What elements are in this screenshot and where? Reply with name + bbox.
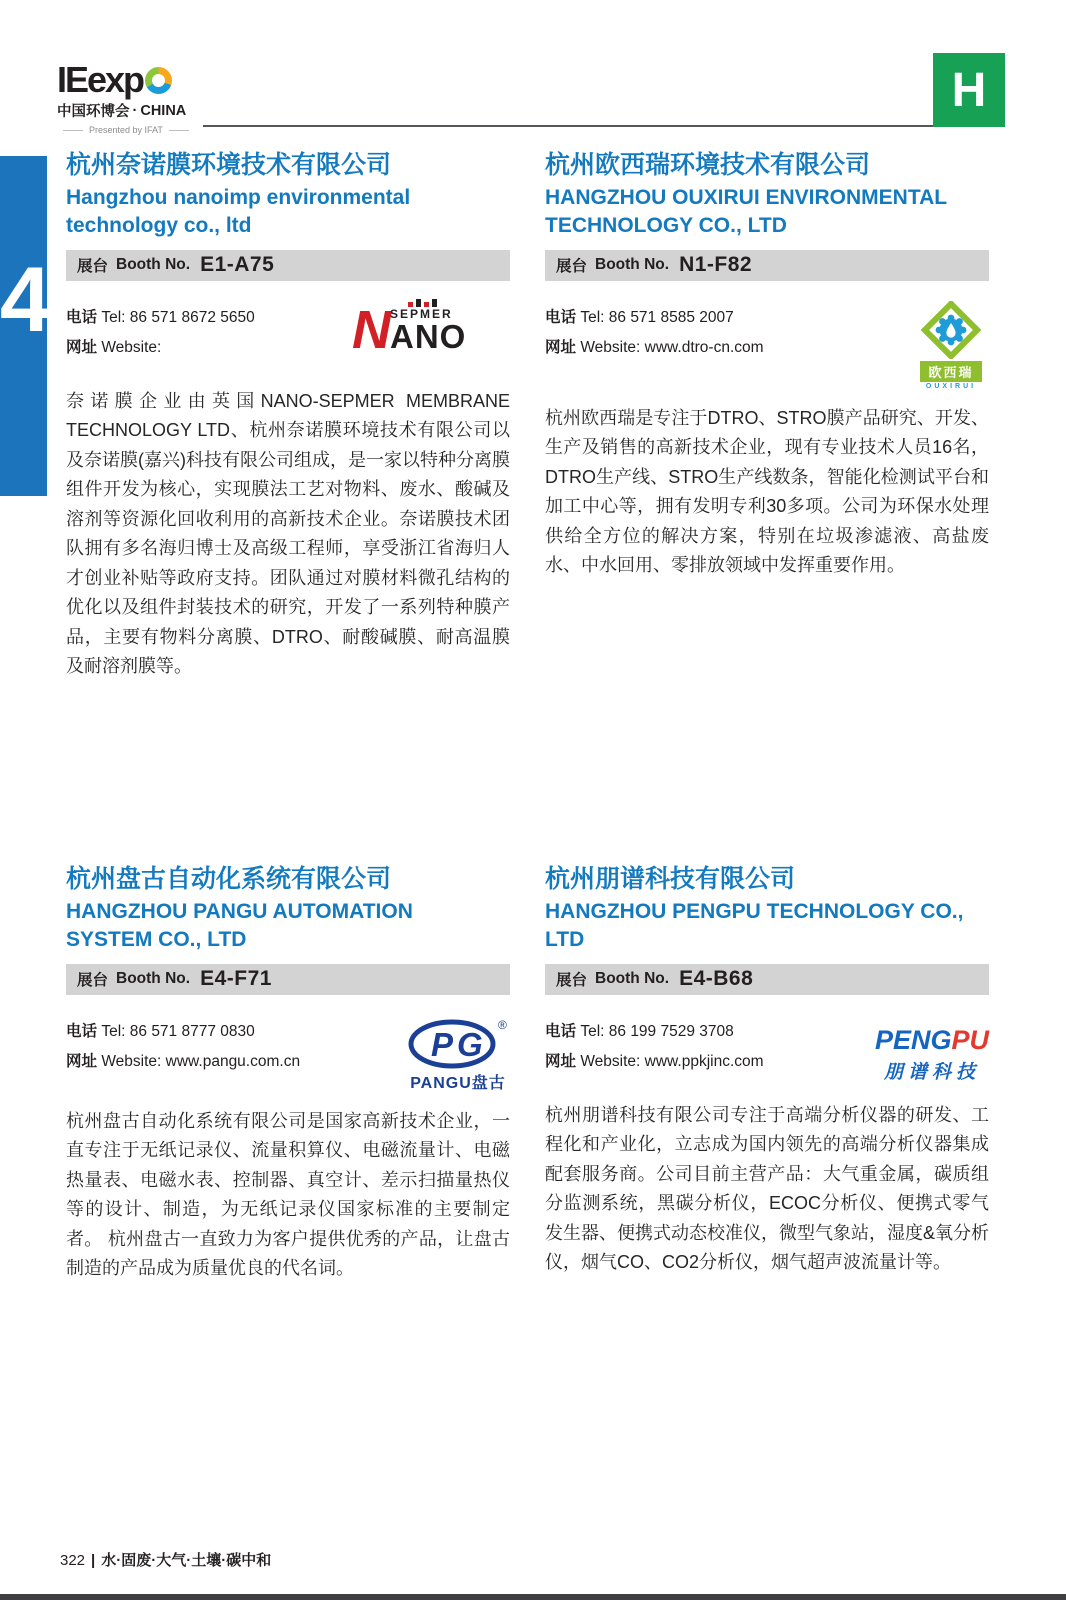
website-value: www.pangu.com.cn: [165, 1052, 301, 1070]
footer-categories: 水·固废·大气·土壤·碳中和: [101, 1552, 272, 1569]
tel-label-cn: 电话: [66, 1022, 98, 1040]
tel-row: [545, 305, 764, 327]
booth-label-en: Booth No.: [595, 970, 670, 988]
tel-label-cn: 电话: [545, 1022, 577, 1040]
booth-bar: [545, 250, 989, 281]
page-bottom-rule: [0, 1594, 1066, 1600]
ouxirui-logo: [913, 301, 989, 390]
ieexpo-presented-by: [57, 125, 189, 135]
tel-label-en: Tel:: [101, 1022, 126, 1040]
website-row: [545, 335, 764, 357]
booth-label-en: Booth No.: [116, 256, 191, 274]
booth-bar: [66, 964, 510, 995]
tel-label-en: Tel:: [580, 1022, 605, 1040]
dash-right: [169, 130, 189, 131]
pangu-logo: [406, 1017, 510, 1093]
booth-label-cn: 展台: [77, 972, 109, 990]
ieexpo-china-text: CHINA: [140, 102, 187, 119]
web-label-cn: 网址: [66, 1052, 98, 1070]
company-name-en: Hangzhou nanoimp environmental technology co., ltd: [66, 186, 411, 237]
nano-logo-dots: [408, 299, 437, 307]
web-label-en: Website:: [580, 338, 641, 356]
pangu-ellipse-icon: [406, 1017, 510, 1069]
tel-row: [66, 305, 255, 327]
contact-block: [66, 300, 510, 373]
website-row: [66, 1049, 300, 1071]
footer-page-number: 322: [60, 1552, 86, 1569]
section-letter-badge: H: [933, 53, 1005, 127]
page-footer: [60, 1549, 271, 1570]
footer-separator: |: [91, 1552, 96, 1569]
company-card-pangu: [66, 864, 510, 1284]
booth-label-cn: 展台: [556, 972, 588, 990]
ieexpo-cn-text: 中国环博会: [57, 104, 130, 120]
company-name-cn: 杭州欧西瑞环境技术有限公司: [545, 151, 871, 179]
company-name-en: HANGZHOU OUXIRUI ENVIRONMENTAL TECHNOLOGY CO., LTD: [545, 186, 947, 237]
web-label-cn: 网址: [545, 1052, 577, 1070]
company-name-en: HANGZHOU PANGU AUTOMATION SYSTEM CO., LTD: [66, 900, 413, 951]
web-label-en: Website:: [580, 1052, 641, 1070]
pengpu-logo-caption: 朋谱科技: [883, 1061, 980, 1083]
website-row: [545, 1049, 764, 1071]
ieexpo-logo-text: IEexp: [57, 59, 144, 100]
company-description: 奈诺膜企业由英国NANO-SEPMER MEMBRANE TECHNOLOGY LTD、杭州奈诺膜环境技术有限公司以及奈诺膜(嘉兴)科技有限公司组成，是一家以特种分离膜组件开发为核心，实现膜法工艺对物料、废水、酸碱及溶剂等资源化回收利用的高新技术企业。奈诺膜技术团队拥有多名海归博士及高级工程师，享受浙江省海归人才创业补贴等政府支持。团队通过对膜材料微孔结构的优化以及组件封装技术的研究，开发了一系列特种膜产品，主要有物料分离膜、DTRO、耐酸碱膜、耐高温膜及耐溶剂膜等。: [66, 390, 510, 677]
ieexpo-logo: [57, 59, 189, 135]
tel-row: [545, 1019, 764, 1041]
header-rule: [203, 125, 933, 127]
tel-label-cn: 电话: [66, 308, 98, 326]
tel-label-en: Tel:: [101, 308, 126, 326]
web-label-cn: 网址: [66, 338, 98, 356]
website-row: [66, 335, 255, 357]
ieexpo-logo-wordmark: [57, 59, 189, 100]
booth-bar: [66, 250, 510, 281]
booth-number: E4-F71: [200, 967, 272, 991]
booth-label-en: Booth No.: [595, 256, 670, 274]
booth-bar: [545, 964, 989, 995]
tel-row: [66, 1019, 300, 1041]
company-card-nanoimp: [66, 150, 510, 682]
nano-sepmer-logo: [352, 300, 510, 360]
contact-block: [545, 1019, 989, 1087]
nano-logo-sepmer-text: SEPMER: [390, 306, 453, 321]
company-name-cn: 杭州朋谱科技有限公司: [545, 865, 796, 893]
booth-number: E4-B68: [679, 967, 754, 991]
pengpu-logo: [874, 1024, 989, 1084]
tel-label-en: Tel:: [580, 308, 605, 326]
ieexpo-dot: ·: [132, 102, 138, 119]
booth-label-cn: 展台: [77, 258, 109, 276]
pengpu-logo-pu: PU: [951, 1024, 989, 1055]
company-card-pengpu: [545, 864, 989, 1278]
web-label-en: Website:: [101, 338, 162, 356]
company-name-cn: 杭州奈诺膜环境技术有限公司: [66, 151, 392, 179]
tel-value: 86 199 7529 3708: [608, 1022, 734, 1040]
website-value: www.ppkjinc.com: [644, 1052, 764, 1070]
pengpu-logo-wordmark: [874, 1024, 989, 1055]
contact-block: [66, 1019, 510, 1093]
pengpu-logo-peng: PENG: [874, 1024, 952, 1055]
company-card-ouxirui: [545, 150, 989, 581]
web-label-en: Website:: [101, 1052, 162, 1070]
tel-value: 86 571 8672 5650: [129, 308, 255, 326]
tel-value: 86 571 8777 0830: [129, 1022, 255, 1040]
svg-text:G: G: [457, 1025, 483, 1063]
web-label-cn: 网址: [545, 338, 577, 356]
booth-number: E1-A75: [200, 253, 275, 277]
ouxirui-logo-en: OUXIRUI: [925, 382, 977, 390]
company-name-en: HANGZHOU PENGPU TECHNOLOGY CO., LTD: [545, 900, 964, 951]
company-description: 杭州朋谱科技有限公司专注于高端分析仪器的研发、工程化和产业化，立志成为国内领先的高端分析仪器集成配套服务商。公司目前主营产品：大气重金属，碳质组分监测系统，黑碳分析仪，ECOC分析仪、便携式零气发生器、便携式动态校准仪，微型气象站，湿度&氧分析仪，烟气CO、CO2分析仪，烟气超声波流量计等。: [545, 1104, 990, 1273]
booth-label-cn: 展台: [556, 258, 588, 276]
booth-number: N1-F82: [679, 253, 753, 277]
chapter-number: 4: [0, 249, 48, 351]
ieexpo-logo-subtitle: [57, 100, 189, 121]
svg-text:P: P: [431, 1025, 454, 1063]
company-description: 杭州欧西瑞是专注于DTRO、STRO膜产品研究、开发、生产及销售的高新技术企业，现有专业技术人员16名，DTRO生产线、STRO生产线数条，智能化检测试平台和加工中心等，拥有发明专利30多项。公司为环保水处理供给全方位的解决方案，特别在垃圾渗滤液、高盐废水、中水回用、零排放领域中发挥重要作用。: [545, 407, 989, 576]
ieexpo-swirl-icon: [145, 67, 172, 94]
tel-label-cn: 电话: [545, 308, 577, 326]
nano-logo-ano-text: ANO: [390, 317, 467, 355]
chapter-side-tab: [0, 156, 47, 496]
nano-logo-n: N: [352, 300, 388, 360]
ouxirui-diamond-icon: [913, 301, 989, 359]
pangu-logo-caption: PANGU盘古: [410, 1074, 506, 1092]
tel-value: 86 571 8585 2007: [608, 308, 734, 326]
dash-left: [63, 130, 83, 131]
ouxirui-logo-cn: 欧西瑞: [920, 361, 981, 382]
website-value: www.dtro-cn.com: [644, 338, 764, 356]
company-name-cn: 杭州盘古自动化系统有限公司: [66, 865, 392, 893]
presented-by-text: Presented by IFAT: [89, 125, 163, 135]
contact-block: [545, 305, 989, 390]
svg-text:®: ®: [498, 1017, 507, 1032]
company-description: 杭州盘古自动化系统有限公司是国家高新技术企业，一直专注于无纸记录仪、流量积算仪、电磁流量计、电磁热量表、电磁水表、控制器、真空计、差示扫描量热仪等的设计、制造，为无纸记录仪国家标准的主要制定者。 杭州盘古一直致力为客户提供优秀的产品，让盘古制造的产品成为质量优良的代名词。: [66, 1110, 510, 1279]
booth-label-en: Booth No.: [116, 970, 191, 988]
